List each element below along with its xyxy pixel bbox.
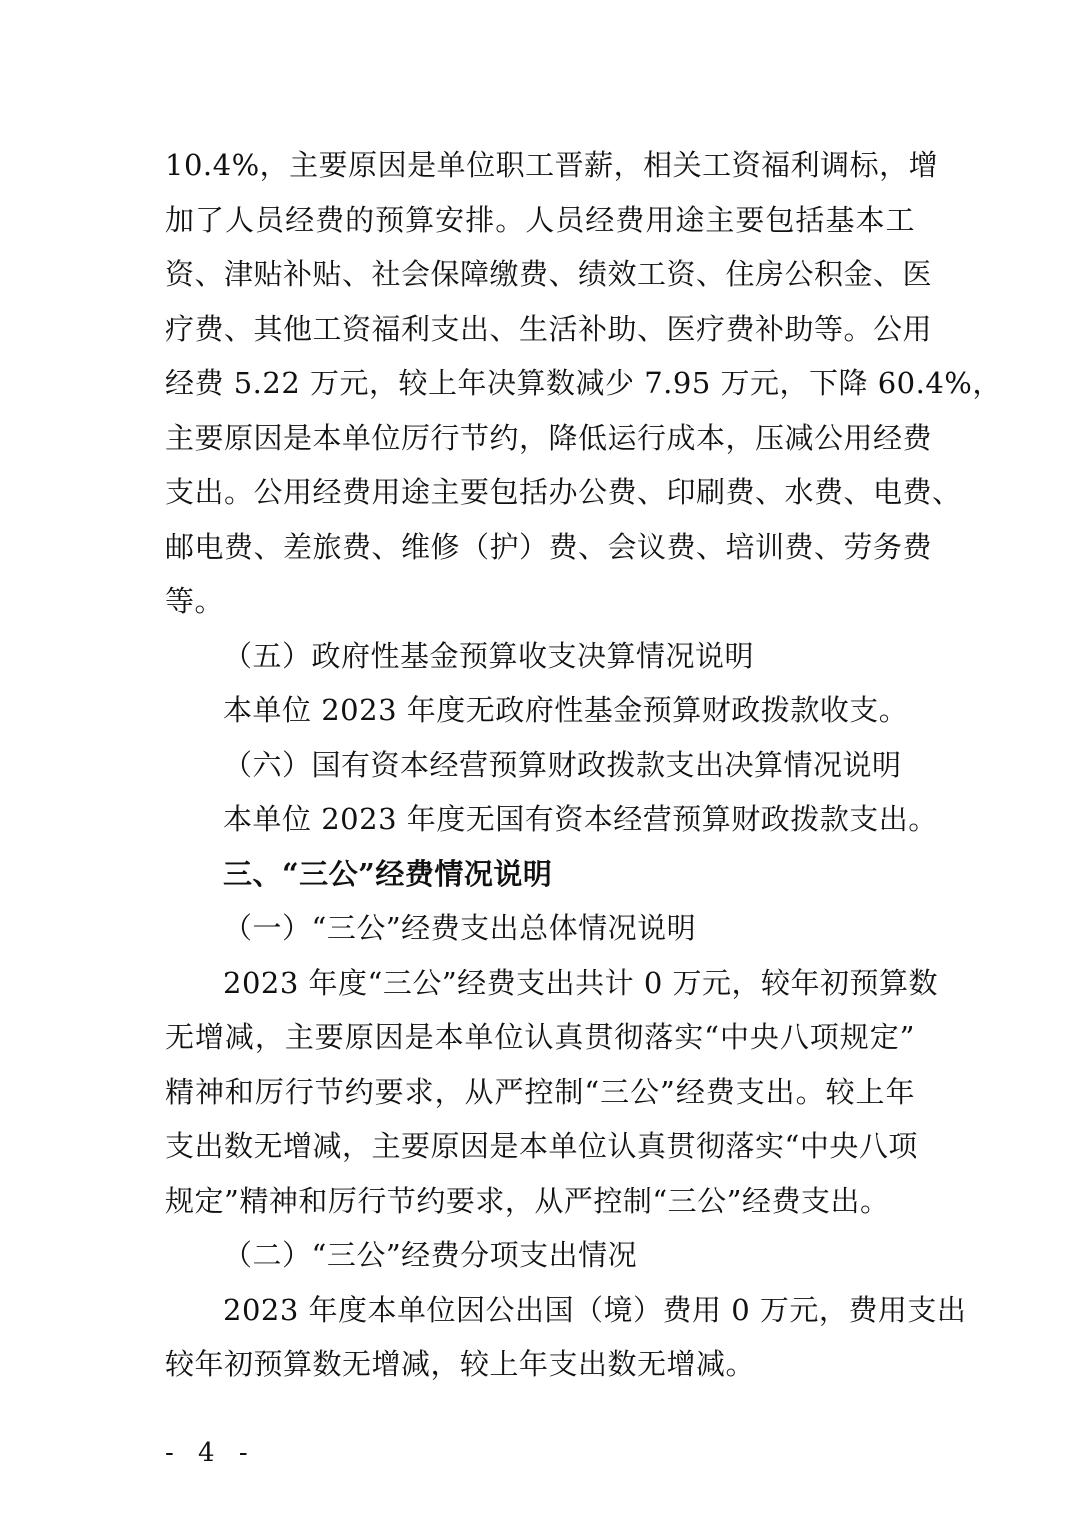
section-heading: （五）政府性基金预算收支决算情况说明 [223,638,755,673]
body-line: 无增减，主要原因是本单位认真贯彻落实“中央八项规定” [165,1020,915,1054]
body-line: 支出。公用经费用途主要包括办公费、印刷费、水费、电费、 [165,475,962,509]
body-line: 本单位 2023 年度无国有资本经营预算财政拨款支出。 [223,802,938,836]
document-body [165,138,1002,1392]
body-line: 2023 年度“三公”经费支出共计 0 万元，较年初预算数 [223,965,939,1000]
chapter-heading: 三、“三公”经费情况说明 [223,856,553,891]
section-heading: （一）“三公”经费支出总体情况说明 [223,911,697,945]
page-number: - 4 - [165,1438,256,1468]
body-line: 主要原因是本单位厉行节约，降低运行成本，压减公用经费 [165,420,933,455]
body-line: 规定”精神和厉行节约要求，从严控制“三公”经费支出。 [165,1183,890,1218]
body-line: 经费 5.22 万元，较上年决算数减少 7.95 万元，下降 60.4%， [165,366,1002,400]
body-line: 等。 [165,584,225,618]
body-line: 疗费、其他工资福利支出、生活补助、医疗费补助等。公用 [165,311,933,346]
body-line: 加了人员经费的预算安排。人员经费用途主要包括基本工 [165,202,915,237]
section-heading: （六）国有资本经营预算财政拨款支出决算情况说明 [223,747,902,782]
body-line: 资、津贴补贴、社会保障缴费、绩效工资、住房公积金、医 [165,257,933,291]
body-line: 10.4%，主要原因是单位职工晋薪，相关工资福利调标，增 [165,148,939,182]
body-line: 2023 年度本单位因公出国（境）费用 0 万元，费用支出 [223,1292,967,1327]
section-heading: （二）“三公”经费分项支出情况 [223,1238,638,1272]
body-line: 较年初预算数无增减，较上年支出数无增减。 [165,1347,756,1381]
body-line: 支出数无增减，主要原因是本单位认真贯彻落实“中央八项 [165,1129,918,1163]
body-line: 精神和厉行节约要求，从严控制“三公”经费支出。较上年 [165,1074,915,1109]
body-line: 本单位 2023 年度无政府性基金预算财政拨款收支。 [223,693,909,727]
body-line: 邮电费、差旅费、维修（护）费、会议费、培训费、劳务费 [165,529,933,564]
